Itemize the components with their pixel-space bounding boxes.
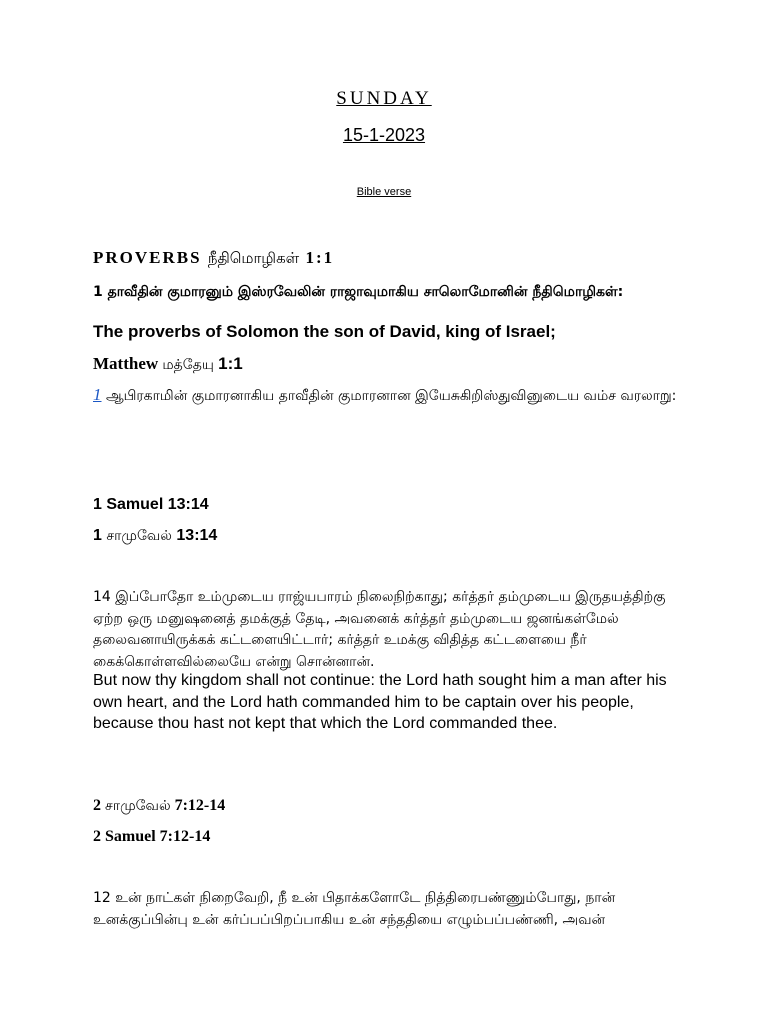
matthew-heading — [93, 354, 243, 375]
samuel2-verse-ta: 12 உன் நாட்கள் நிறைவேறி, நீ உன் பிதாக்களோடே நித்திரைபண்ணும்போது, நான் உனக்குப்பின்பு உன் கர்ப்பப்பிறப்பாகிய உன் சந்ததியை எழும்பப்பண்ணி, அவன் — [93, 890, 616, 928]
proverbs-ref: 1:1 — [305, 248, 335, 267]
samuel2-heading-en: 2 Samuel 7:12-14 — [93, 828, 211, 845]
matthew-ref: 1:1 — [218, 354, 243, 373]
day-heading — [0, 88, 768, 110]
samuel1-verse-ta: 14 இப்போதோ உம்முடைய ராஜ்யபாரம் நிலைநிற்காது; கர்த்தர் தம்முடைய இருதயத்திற்கு ஏற்ற ஒரு மனுஷனைத் தமக்குத் தேடி, அவனைக் கர்த்தர் தம்முடைய ஜனங்கள்மேல் தலைவனாயிருக்கக் கட்டளையிட்டார்; கர்த்தர் உமக்கு விதித்த கட்டளையை நீர் கைக்கொள்ளவில்லையே என்று சொன்னான். — [93, 589, 666, 670]
day-text: SUNDAY — [336, 88, 432, 109]
samuel1-heading-book: சாமுவேல் — [106, 528, 172, 544]
samuel1-verse-en: But now thy kingdom shall not continue: the Lord hath sought him a man after his own heart, and the Lord hath commanded him to be captain over his people, because thou hast not kept that which the Lord commanded thee. — [93, 672, 667, 732]
proverbs-book-en: PROVERBS — [93, 248, 202, 267]
date-heading — [0, 125, 768, 146]
matthew-book-ta: மத்தேயு — [162, 357, 214, 373]
proverbs-book-ta: நீதிமொழிகள் — [207, 249, 300, 267]
samuel2-heading-ref: 7:12-14 — [174, 797, 226, 814]
samuel1-heading-ref: 13:14 — [176, 527, 218, 544]
date-text: 15-1-2023 — [342, 125, 426, 145]
samuel2-heading-ta — [93, 797, 225, 816]
matthew-book-en: Matthew — [93, 354, 159, 373]
proverbs-heading — [93, 248, 334, 269]
samuel2-heading-num: 2 — [93, 797, 101, 814]
matthew-verse — [93, 384, 693, 407]
matthew-verse-text: ஆபிரகாமின் குமாரனாகிய தாவீதின் குமாரனான இயேசுகிறிஸ்துவினுடைய வம்ச வரலாறு: — [101, 388, 677, 404]
bible-verse-label — [0, 186, 768, 198]
matthew-verse-link[interactable]: 1 — [93, 385, 102, 404]
samuel1-heading-en: 1 Samuel 13:14 — [93, 496, 209, 513]
bible-verse-text: Bible verse — [356, 186, 412, 198]
samuel1-heading-ta — [93, 527, 217, 546]
proverbs-verse-en: The proverbs of Solomon the son of David, king of Israel; — [93, 322, 556, 341]
samuel2-heading-book: சாமுவேல் — [105, 798, 171, 814]
samuel1-heading-num: 1 — [93, 527, 102, 544]
proverbs-verse-ta: 1 தாவீதின் குமாரனும் இஸ்ரவேலின் ராஜாவுமாகிய சாலொமோனின் நீதிமொழிகள்: — [93, 284, 624, 300]
